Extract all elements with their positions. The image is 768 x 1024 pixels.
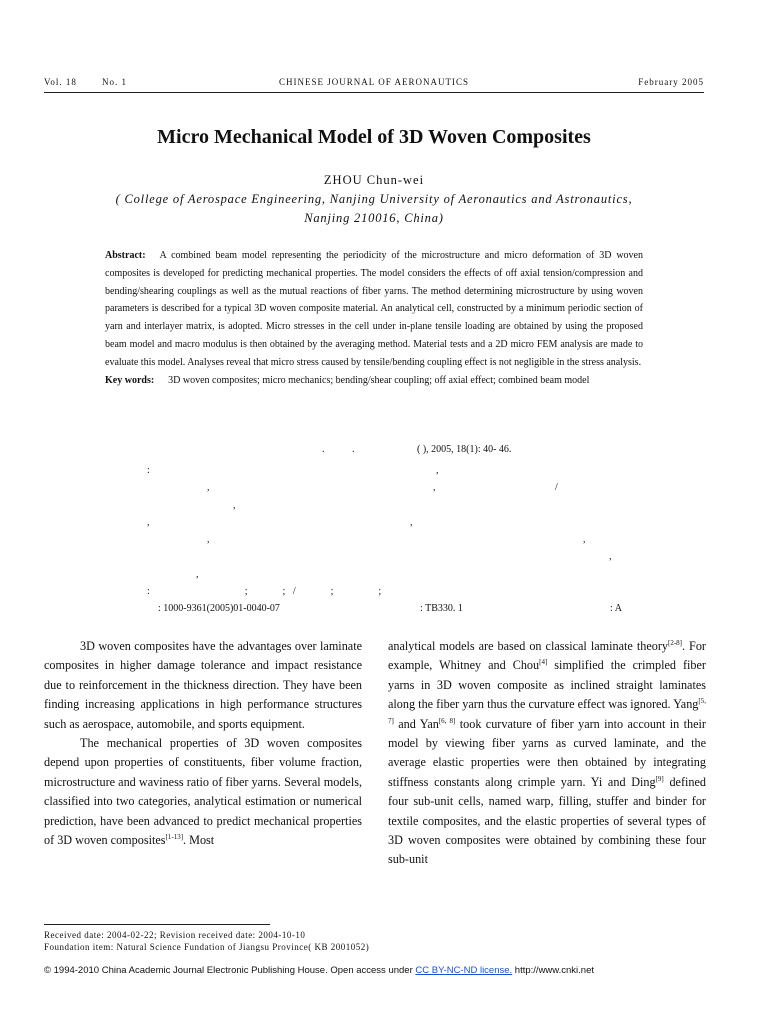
clc-number: : TB330. 1 <box>420 603 463 614</box>
citation-line: . . ( ), 2005, 18(1): 40- 46. <box>322 444 512 455</box>
running-header <box>44 77 704 91</box>
volume-label: Vol. 18 <box>44 77 77 87</box>
issue-date: February 2005 <box>638 77 704 87</box>
copyright-text: © 1994-2010 China Academic Journal Electronic Publishing House. Open access under <box>44 965 416 976</box>
body-column-right <box>388 637 706 870</box>
document-code: : A <box>610 603 622 614</box>
affiliation-line-1: ( College of Aerospace Engineering, Nanjing University of Aeronautics and Astronautics, <box>115 192 633 206</box>
cn-punct: , <box>207 482 210 493</box>
copyright-notice <box>44 965 594 976</box>
paper-title: Micro Mechanical Model of 3D Woven Composites <box>157 126 591 148</box>
paragraph <box>44 734 362 850</box>
license-link[interactable]: CC BY-NC-ND license. <box>415 965 513 976</box>
cn-punct: : <box>147 465 150 476</box>
paragraph-text: defined four sub-unit cells, named warp, filling, stuffer and binder for textile composites, and the elastic properties of several types of 3D woven composites were obtained by combining these four sub-unit <box>388 774 706 867</box>
citation-ref: [2-8] <box>667 638 682 647</box>
cn-punct: , <box>436 465 439 476</box>
cn-punct: , <box>207 534 210 545</box>
footnote-rule <box>44 924 270 925</box>
paragraph-text: . For example, Whitney and Chou <box>388 639 706 673</box>
cnki-url: http://www.cnki.net <box>512 965 595 976</box>
paragraph-text: The mechanical properties of 3D woven composites depend upon properties of constituents, fiber volume fraction, microstructure and waviness ratio of fiber yarns. Several models, classified into two categories, analytical estimation or numerical prediction, have been advanced to predict mechanical properties of 3D woven composites <box>44 736 362 848</box>
received-date: Received date: 2004-02-22; Revision received date: 2004-10-10 <box>44 930 306 940</box>
paragraph <box>388 637 706 870</box>
abstract-block <box>105 247 643 389</box>
cn-punct: / <box>555 482 558 493</box>
cn-punct: , <box>583 534 586 545</box>
affiliation-line-2: Nanjing 210016, China) <box>304 211 444 225</box>
author-name: ZHOU Chun-wei <box>323 173 425 187</box>
header-rule <box>44 92 704 93</box>
paragraph-text: and Yan <box>393 716 439 731</box>
issue-number: No. 1 <box>102 77 127 87</box>
abstract-text: A combined beam model representing the periodicity of the microstructure and micro deformation of 3D woven composites is developed for predicting mechanical properties. The model considers the effects of off axial tension/compression and bending/shearing couplings as well as the mutual reactions of fiber yarns. The method determining microstructure by using woven parameters is described for a typical 3D woven composite material. An analytical cell, constructed by a minimum periodic section of yarn and interlayer matrix, is adopted. Micro stresses in the cell under in-plane tensile loading are obtained by using the proposed beam model and macro modulus is then obtained by the averaging method. Material tests and a 2D micro FEM analysis are made to evaluate this model. Analyses reveal that micro stress caused by tensile/bending coupling effect is not negligible in the stress analysis. <box>105 250 643 368</box>
abstract-label: Abstract: <box>105 250 146 261</box>
article-id: : 1000-9361(2005)01-0040-07 <box>158 603 280 614</box>
cn-keywords-punct: : ; ; / ; ; <box>147 586 382 597</box>
cn-punct: , <box>147 517 150 528</box>
citation-text: ( ), 2005, 18(1): 40- 46. <box>417 444 512 455</box>
journal-name: CHINESE JOURNAL OF AERONAUTICS <box>279 77 469 87</box>
cn-punct: , <box>233 500 236 511</box>
cn-punct: , <box>433 482 436 493</box>
citation-ref: [4] <box>539 658 548 667</box>
keywords-text: 3D woven composites; micro mechanics; bending/shear coupling; off axial effect; combined beam model <box>168 374 590 386</box>
paragraph-text: . Most <box>183 833 215 848</box>
cn-punct: , <box>410 517 413 528</box>
keywords-label: Key words: <box>105 374 155 386</box>
body-column-left <box>44 637 362 850</box>
paragraph-text: simplified the crimpled fiber yarns in 3D woven composite as inclined straight laminates along the fiber yarn thus the curvature effect was ignored. Yang <box>388 658 706 712</box>
citation-ref: [9] <box>655 774 664 783</box>
citation-ref: [1-13] <box>165 833 184 841</box>
cn-punct: , <box>196 569 199 580</box>
paragraph-text: took curvature of fiber yarn into account in their model by viewing fiber yarns as curved laminate, and the average elastic properties were then obtained by integrating stiffness constants along crimple yarn. Yi and Ding <box>388 716 706 789</box>
foundation-item: Foundation item: Natural Science Fundation of Jiangsu Province( KB 2001052) <box>44 942 370 952</box>
citation-ref: [5, 7] <box>388 697 706 725</box>
paragraph-text: analytical models are based on classical laminate theory <box>388 639 668 653</box>
cn-punct: , <box>609 551 612 562</box>
citation-ref: [6, 8] <box>438 716 456 725</box>
paragraph: 3D woven composites have the advantages over laminate composites in higher damage tolerance and impact resistance due to reinforcement in the thickness direction. They have been finding increasing applications in high performance structures such as aerospace, automobile, and sports equipment. <box>44 639 362 731</box>
